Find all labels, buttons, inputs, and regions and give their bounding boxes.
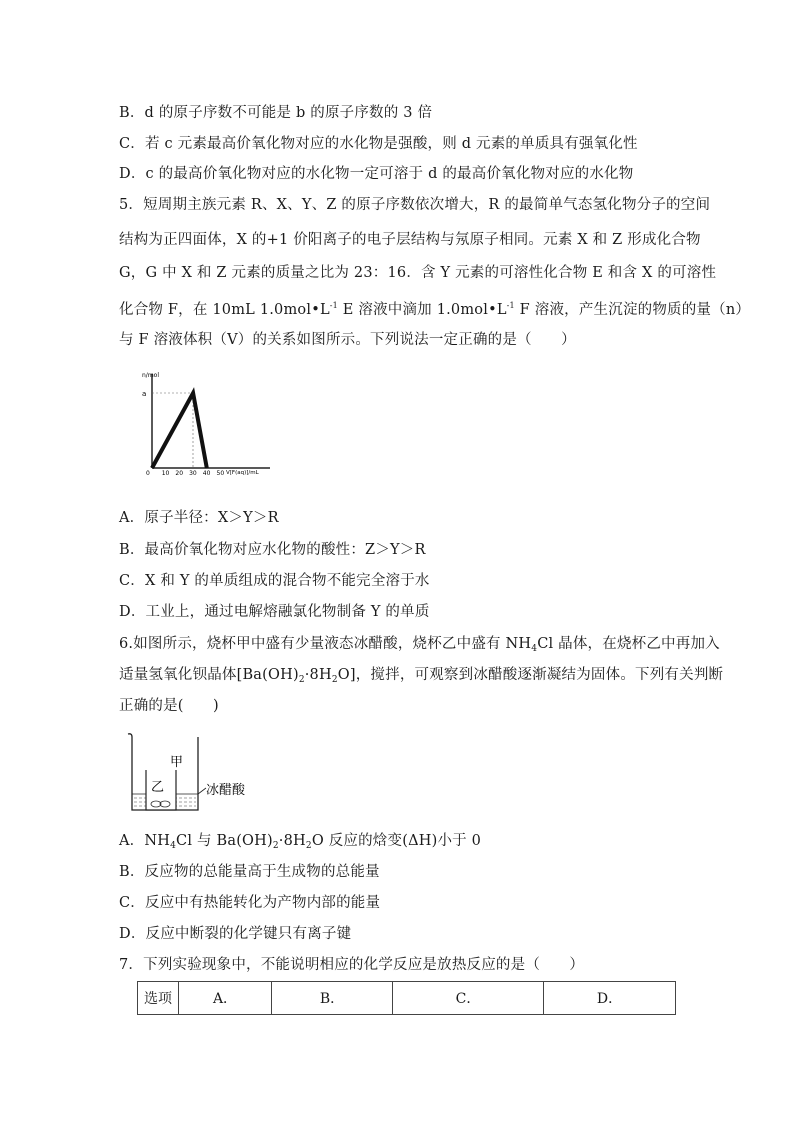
x-tick-label: 10 bbox=[161, 470, 170, 477]
table-cell-c: C． bbox=[393, 982, 544, 1015]
table-cell-a: A． bbox=[179, 982, 272, 1015]
q5-option-a: A．原子半径：X＞Y＞R bbox=[119, 510, 279, 526]
q6-option-b: B．反应物的总能量高于生成物的总能量 bbox=[119, 864, 380, 880]
origin-label: 0 bbox=[146, 470, 150, 477]
q6-stem-line-2: 适量氢氧化钡晶体$[Ba(OH)_2\cdot 8H_2O]$，搅拌，可观察到冰醋酸逐渐凝结为固体。下列有关判断 bbox=[119, 667, 724, 685]
table-cell-d: D． bbox=[544, 982, 676, 1015]
acid-pointer-line bbox=[198, 788, 206, 794]
q6-option-a: A．$NH_4Cl$ 与 $Ba(OH)_2\cdot 8H_2O$ 反应的焓变(ΔH)小于 0 bbox=[119, 833, 482, 851]
peak-label-a: a bbox=[142, 390, 147, 398]
x-tick-label: 20 bbox=[175, 470, 184, 477]
option-d: D．c 的最高价氧化物对应的水化物一定可溶于 d 的最高价氧化物对应的水化物 bbox=[119, 166, 634, 182]
q5-option-b: B．最高价氧化物对应水化物的酸性：Z＞Y＞R bbox=[119, 542, 426, 558]
q6-option-d: D．反应中断裂的化学键只有离子键 bbox=[119, 926, 352, 942]
x-tick-label: 30 bbox=[189, 470, 197, 477]
table-row bbox=[138, 982, 676, 1015]
option-b: B．d 的原子序数不可能是 b 的原子序数的 3 倍 bbox=[119, 105, 433, 121]
label-yi: 乙 bbox=[151, 780, 165, 795]
q5-stem-line-4: 化合物 F，在 10mL $1.0mol•L^{-1}$ E 溶液中滴加 $1.0mol•L^{-1}$ F 溶液，产生沉淀的物质的量（n） bbox=[119, 301, 751, 318]
q6-stem-line-1: 6.如图所示，烧杯甲中盛有少量液态冰醋酸，烧杯乙中盛有 $NH_4Cl$ 晶体，在烧杯乙中再加入 bbox=[119, 636, 720, 654]
q5-precipitate-chart bbox=[140, 366, 280, 478]
q5-option-d: D．工业上，通过电解熔融氯化物制备 Y 的单质 bbox=[119, 604, 430, 620]
q5-stem-line-2: 结构为正四面体，X 的+1 价阳离子的电子层结构与氖原子相同。元素 X 和 Z 形成化合物 bbox=[119, 232, 701, 248]
x-axis-label: V[F(aq)]/mL bbox=[226, 470, 259, 476]
q5-stem-line-5: 与 F 溶液体积（V）的关系如图所示。下列说法一定正确的是（ ） bbox=[119, 332, 576, 348]
y-axis-label: n/mol bbox=[142, 372, 160, 379]
q6-beaker-figure bbox=[122, 730, 262, 814]
label-jia: 甲 bbox=[170, 755, 184, 770]
label-acetic-acid: 冰醋酸 bbox=[206, 783, 246, 798]
x-tick-labels bbox=[162, 470, 225, 477]
q6-stem-line-3: 正确的是( ) bbox=[119, 698, 219, 714]
q6-option-c: C．反应中有热能转化为产物内部的能量 bbox=[119, 895, 381, 911]
q7-options-table bbox=[137, 981, 676, 1015]
option-c: C．若 c 元素最高价氧化物对应的水化物是强酸，则 d 元素的单质具有强氧化性 bbox=[119, 136, 638, 152]
q5-stem-line-3: G，G 中 X 和 Z 元素的质量之比为 23：16．含 Y 元素的可溶性化合物 E 和含 X 的可溶性 bbox=[119, 265, 717, 281]
x-tick-label: 50 bbox=[216, 470, 225, 477]
table-cell-b: B． bbox=[272, 982, 393, 1015]
q5-option-c: C．X 和 Y 的单质组成的混合物不能完全溶于水 bbox=[119, 573, 430, 589]
x-tick-label: 40 bbox=[202, 470, 211, 477]
precipitate-series-line bbox=[152, 393, 207, 468]
q7-stem: 7．下列实验现象中，不能说明相应的化学反应是放热反应的是（ ） bbox=[119, 957, 585, 973]
q5-stem-line-1: 5．短周期主族元素 R、X、Y、Z 的原子序数依次增大，R 的最简单气态氢化物分子的空间 bbox=[119, 197, 711, 213]
table-cell-header: 选项 bbox=[138, 982, 179, 1015]
